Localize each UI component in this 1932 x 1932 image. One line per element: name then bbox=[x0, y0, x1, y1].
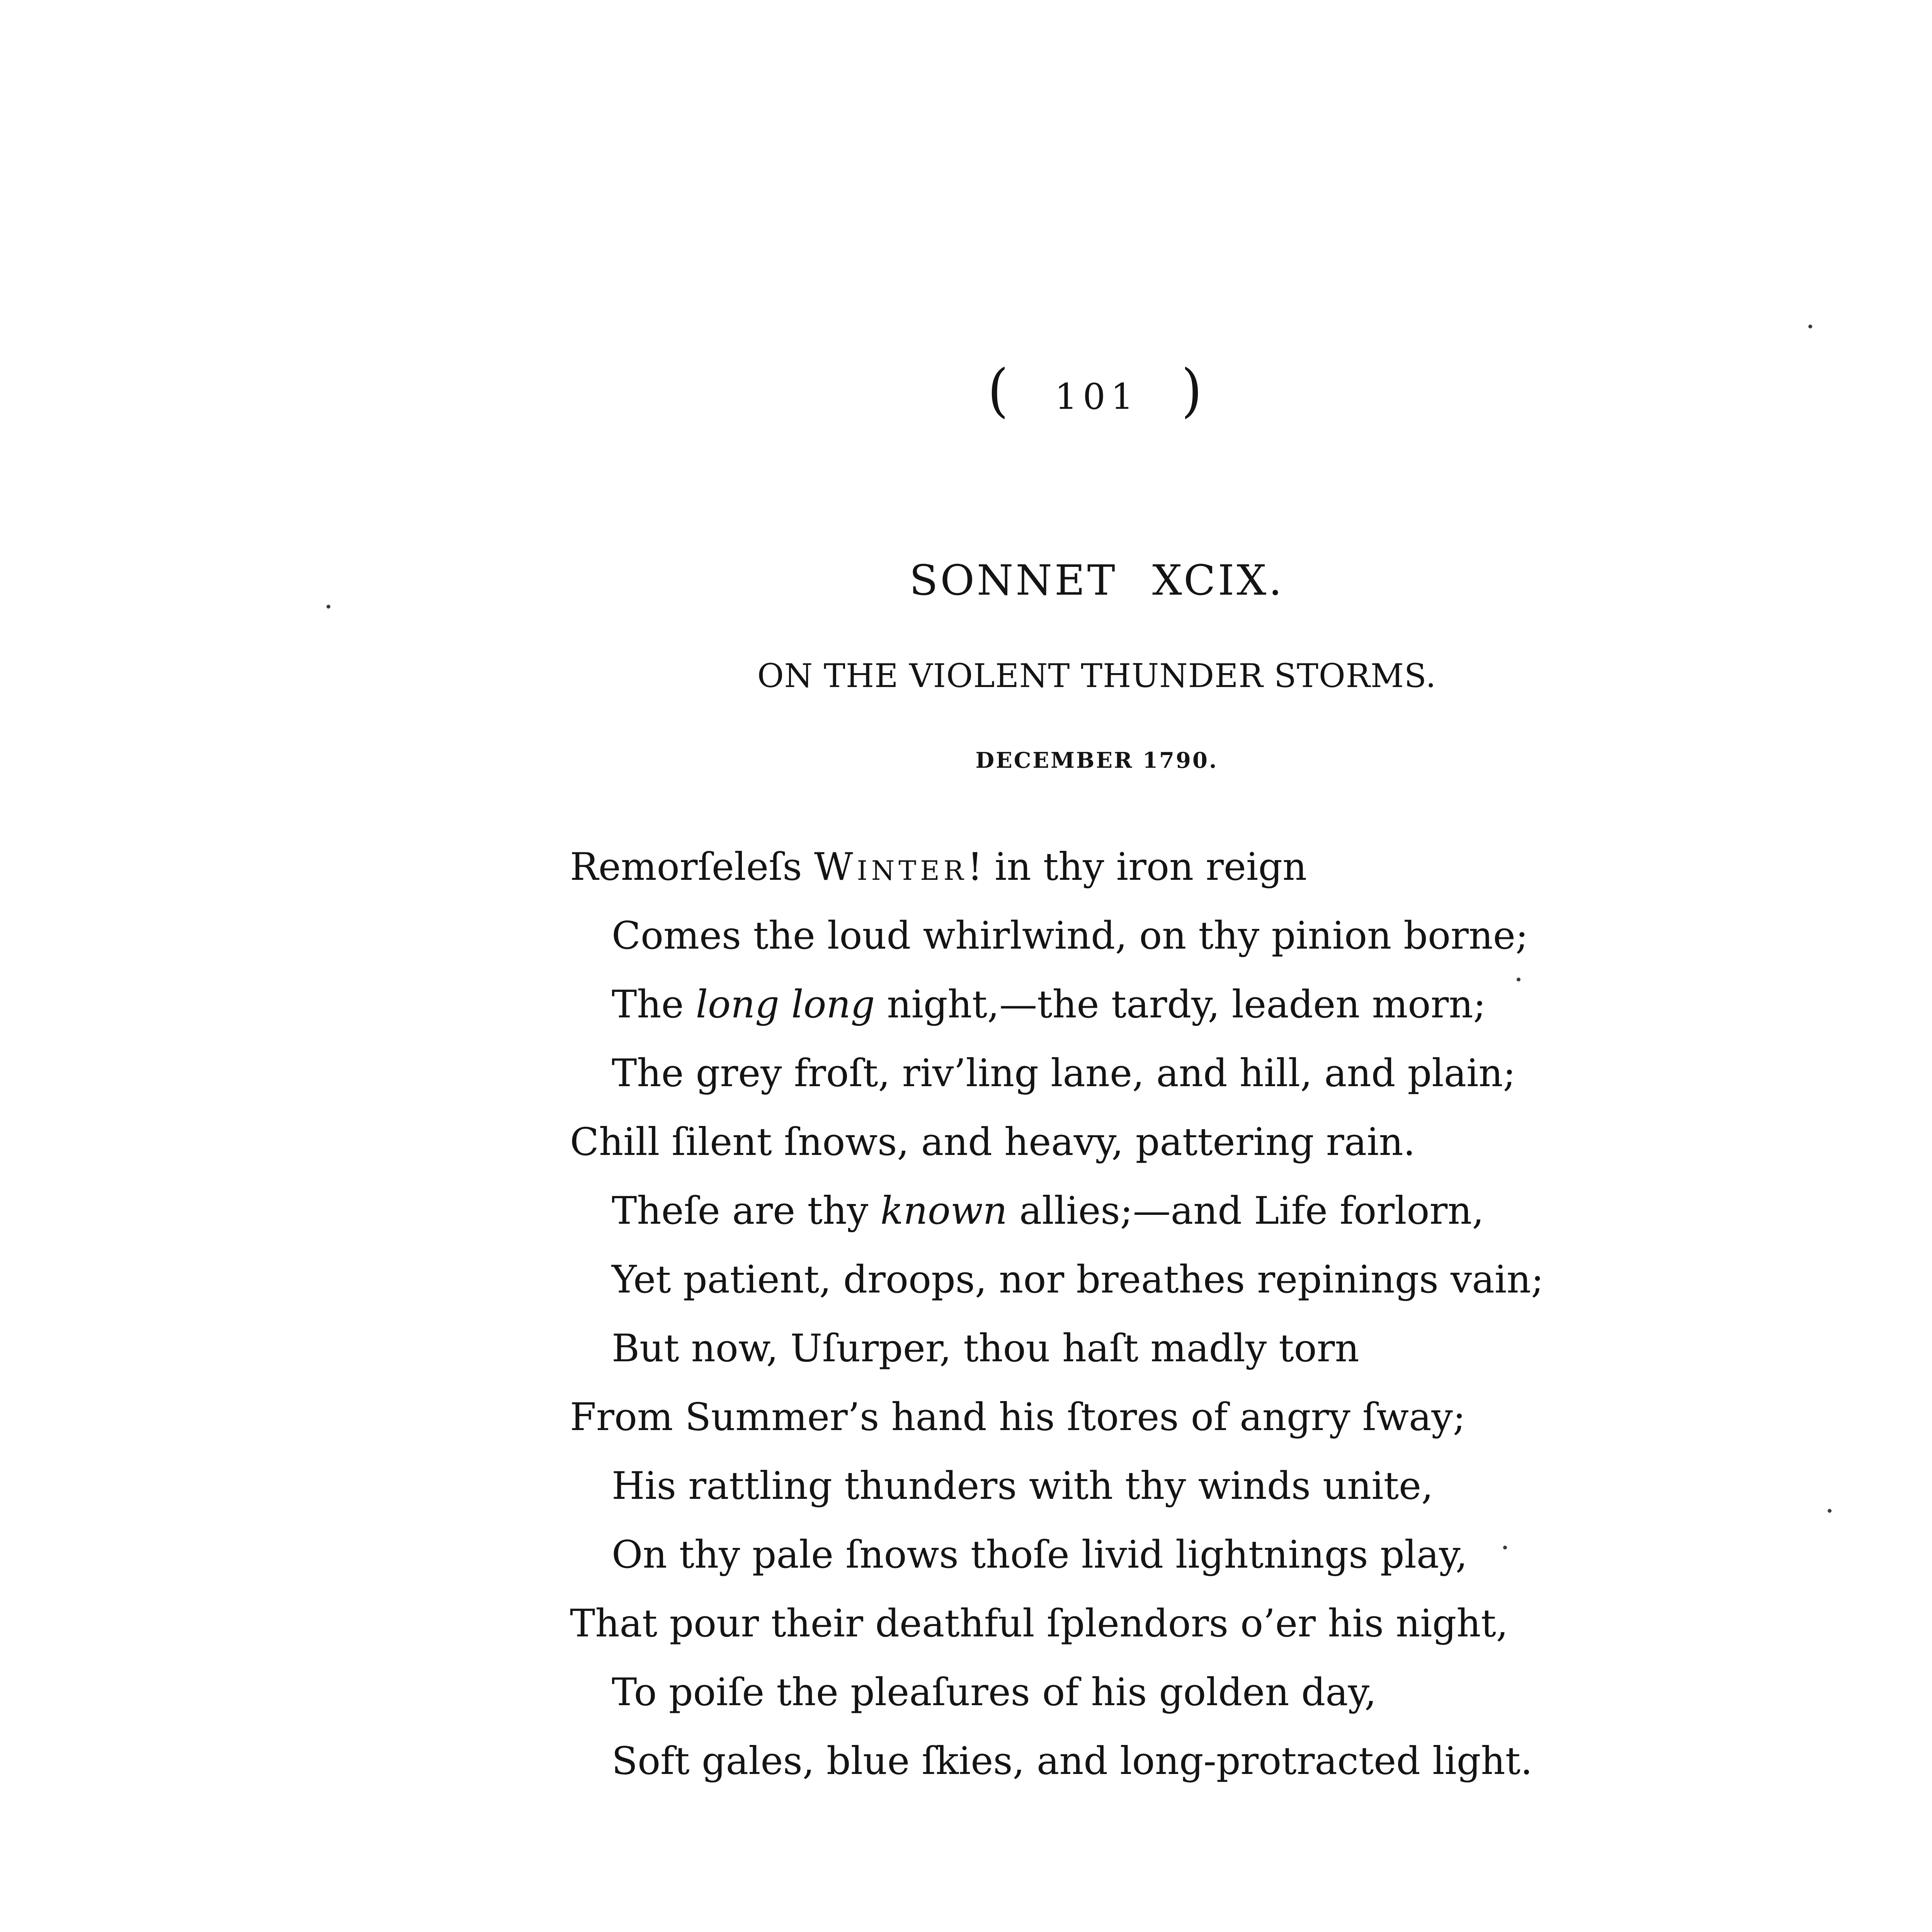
poem-line-1-after: ! in thy iron reign bbox=[967, 845, 1307, 889]
folio-open-paren: ( bbox=[987, 357, 1012, 424]
poem-line-10: His rattling thunders with thy winds unite, bbox=[612, 1464, 1434, 1508]
paper-speck bbox=[1808, 325, 1812, 328]
poem-line-14: Soft gales, blue ſkies, and long-protracted light. bbox=[612, 1739, 1533, 1783]
poem-line-13: To poiſe the pleaſures of his golden day, bbox=[612, 1670, 1377, 1714]
sonnet-subtitle: ON THE VIOLENT THUNDER STORMS. bbox=[757, 657, 1437, 695]
sonnet-dateline: DECEMBER 1790. bbox=[975, 748, 1218, 773]
poem-line-3-italic: long long bbox=[696, 983, 875, 1027]
poem-line-11: On thy pale ſnows thoſe livid lightnings play, bbox=[612, 1533, 1468, 1577]
poem-line-1 bbox=[570, 833, 1536, 901]
folio-number: 101 bbox=[1054, 376, 1139, 417]
poem-line-6 bbox=[570, 1177, 1536, 1245]
poem-line-12: That pour their deathful ſplendors o’er his night, bbox=[570, 1602, 1509, 1646]
poem-line-1-before: Remorſeleſs bbox=[570, 845, 814, 889]
poem-line-5: Chill ſilent ſnows, and heavy, pattering rain. bbox=[570, 1120, 1415, 1164]
poem-line-6-after: allies;—and Life forlorn, bbox=[1007, 1189, 1484, 1233]
poem-line-3 bbox=[570, 970, 1536, 1039]
poem-line-3-after: night,—the tardy, leaden morn; bbox=[875, 983, 1486, 1027]
poem-line-3-before: The bbox=[612, 983, 696, 1027]
poem-line-4: The grey froſt, riv’ling lane, and hill, and plain; bbox=[612, 1051, 1516, 1095]
poem-line-6-before: Theſe are thy bbox=[612, 1189, 881, 1233]
poem-line-8: But now, Uſurper, thou haſt madly torn bbox=[612, 1327, 1359, 1371]
poem-line-1-winter: Winter bbox=[814, 845, 968, 889]
folio-close-paren: ) bbox=[1181, 357, 1206, 424]
paper-speck bbox=[1828, 1509, 1832, 1513]
poem-line-2: Comes the loud whirlwind, on thy pinion borne; bbox=[612, 914, 1529, 958]
poem-line-7: Yet patient, droops, nor breathes repinings vain; bbox=[612, 1258, 1544, 1302]
poem-line-9: From Summer’s hand his ſtores of angry ſway; bbox=[570, 1395, 1466, 1439]
poem-line-6-italic: known bbox=[880, 1189, 1007, 1233]
poem-body bbox=[570, 833, 1544, 1796]
page-number bbox=[0, 359, 1932, 422]
sonnet-title: SONNET XCIX. bbox=[909, 556, 1284, 605]
paper-speck bbox=[327, 605, 330, 609]
paper-speck bbox=[1517, 978, 1520, 981]
paper-speck bbox=[1503, 1546, 1507, 1549]
